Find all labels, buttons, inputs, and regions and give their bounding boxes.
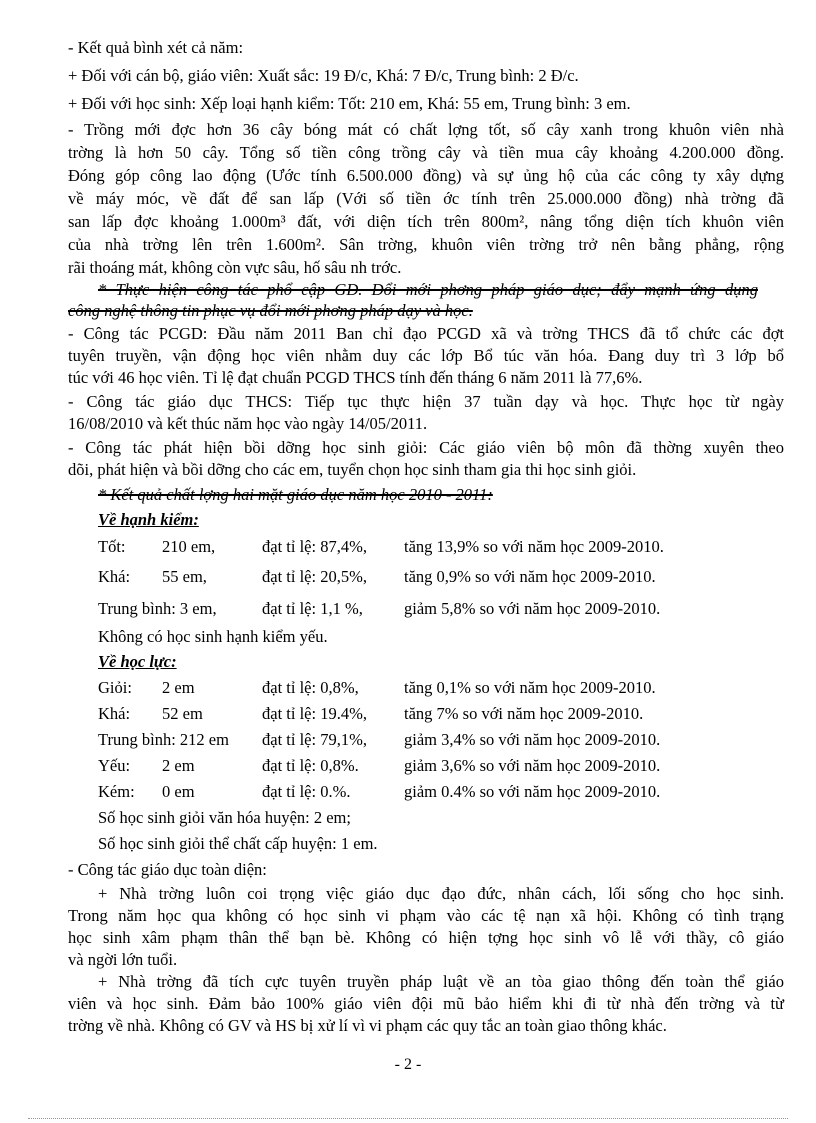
academic-row: [0, 781, 816, 803]
conduct-row: [0, 566, 816, 588]
conduct-row-rate: đạt tỉ lệ: 20,5%,: [262, 567, 367, 586]
conduct-row-rate: đạt tỉ lệ: 1,1 %,: [262, 599, 363, 618]
subheading-academic: Về học lực:: [98, 652, 177, 671]
paragraph-ethics-line: và ngời lớn tuổi.: [68, 950, 178, 969]
section-heading-pcgd: * Thực hiện công tác phổ cập GD. Đổi mới phơng pháp giáo dục; đẩy mạnh ứng dụng: [98, 280, 758, 299]
academic-row-count: 2 em: [162, 756, 195, 775]
academic-row-rate: đạt tỉ lệ: 19.4%,: [262, 704, 367, 723]
academic-row-rate: đạt tỉ lệ: 79,1%,: [262, 730, 367, 749]
paragraph-ethics-line: + Nhà trờng luôn coi trọng việc giáo dục đạo đức, nhân cách, lối sống cho học sinh.: [98, 884, 784, 903]
section-heading-quality: * Kết quả chất lợng hai mặt giáo dục năm học 2010 - 2011:: [98, 485, 493, 504]
conduct-row: [0, 536, 816, 558]
conduct-row-rate: đạt tỉ lệ: 87,4%,: [262, 537, 367, 556]
academic-row-change: tăng 7% so với năm học 2009-2010.: [404, 704, 644, 723]
academic-row-label: Yếu:: [98, 756, 131, 775]
gifted-physical-count: Số học sinh giỏi thể chất cấp huyện: 1 em.: [98, 834, 378, 853]
conduct-row-change: giảm 5,8% so với năm học 2009-2010.: [404, 599, 661, 618]
academic-row-label: Trung bình: 212 em: [98, 730, 229, 749]
page-number: - 2 -: [394, 1056, 422, 1073]
section-heading-pcgd: công nghệ thông tin phục vụ đổi mới phơng pháp dạy và học.: [68, 301, 473, 320]
paragraph-ethics-line: học sinh xâm phạm thân thể bạn bè. Không có hiện tợng học sinh vô lễ với thầy, cô giáo: [68, 928, 784, 947]
paragraph-thcs-line: 16/08/2010 và kết thúc năm học vào ngày 14/05/2011.: [68, 414, 428, 433]
paragraph-trees-line: - Trồng mới đợc hơn 36 cây bóng mát có chất lợng tốt, số cây xanh trong khuôn viên nhà: [68, 120, 784, 139]
conduct-row-change: tăng 0,9% so với năm học 2009-2010.: [404, 567, 656, 586]
paragraph-traffic-line: trờng về nhà. Không có GV và HS bị xử lí vì vi phạm các quy tắc an toàn giao thông khác.: [68, 1016, 667, 1035]
conduct-row-label: Tốt:: [98, 537, 126, 556]
paragraph-traffic-line: viên và học sinh. Đảm bảo 100% giáo viên đội mũ bảo hiểm khi đi từ nhà đến trờng và từ: [68, 994, 784, 1013]
paragraph-trees-line: rãi thoáng mát, không còn vực sâu, hố sâu nh trớc.: [68, 258, 402, 277]
paragraph-gifted-line: dõi, phát hiện và bồi dỡng cho các em, tuyển chọn học sinh tham gia thi học sinh giỏi.: [68, 460, 637, 479]
conduct-row-count: 210 em,: [162, 537, 216, 556]
paragraph-gifted-line: - Công tác phát hiện bồi dỡng học sinh giỏi: Các giáo viên bộ môn đã thờng xuyên theo: [68, 438, 784, 457]
conduct-row-label: Trung bình: 3 em,: [98, 599, 217, 618]
paragraph-pcgd-line: - Công tác PCGD: Đầu năm 2011 Ban chỉ đạo PCGD xã và trờng THCS đã tổ chức các đợt: [68, 324, 784, 343]
line-annual-evaluation: - Kết quả bình xét cả năm:: [68, 38, 244, 57]
academic-row-label: Khá:: [98, 704, 131, 723]
paragraph-trees-line: về máy móc, về đất để san lấp (Với số tiền ớc tính trên 25.000.000 đồng) nhà trờng đã: [68, 189, 784, 208]
paragraph-trees-line: của nhà trờng lên trên 1.600m². Sân trờng, khuôn viên trờng trở nên bằng phẳng, rộng: [68, 235, 784, 254]
academic-row-rate: đạt tỉ lệ: 0,8%.: [262, 756, 359, 775]
no-weak-conduct-note: Không có học sinh hạnh kiểm yếu.: [98, 627, 328, 646]
paragraph-comprehensive-heading: - Công tác giáo dục toàn diện:: [68, 860, 267, 879]
academic-row-count: 0 em: [162, 782, 195, 801]
gifted-culture-count: Số học sinh giỏi văn hóa huyện: 2 em;: [98, 808, 351, 827]
conduct-row-count: 55 em,: [162, 567, 207, 586]
academic-row-change: giảm 0.4% so với năm học 2009-2010.: [404, 782, 661, 801]
academic-row: [0, 677, 816, 699]
page-bottom-border: [28, 1118, 788, 1119]
paragraph-thcs-line: - Công tác giáo dục THCS: Tiếp tục thực hiện 37 tuần dạy và học. Thực học từ ngày: [68, 392, 784, 411]
conduct-row: [0, 598, 816, 620]
academic-row-rate: đạt tỉ lệ: 0.%.: [262, 782, 351, 801]
paragraph-pcgd-line: túc với 46 học viên. Tỉ lệ đạt chuẩn PCGD THCS tính đến tháng 6 năm 2011 là 77,6%.: [68, 368, 643, 387]
academic-row-rate: đạt tỉ lệ: 0,8%,: [262, 678, 359, 697]
subheading-conduct: Về hạnh kiểm:: [98, 510, 199, 529]
academic-row-count: 2 em: [162, 678, 195, 697]
paragraph-ethics-line: Trong năm học qua không có học sinh vi phạm vào các tệ nạn xã hội. Không có tình trạng: [68, 906, 784, 925]
conduct-row-change: tăng 13,9% so với năm học 2009-2010.: [404, 537, 664, 556]
conduct-row-label: Khá:: [98, 567, 131, 586]
paragraph-trees-line: san lấp đợc khoảng 1.000m³ đất, với diện tích trên 800m², nâng tổng diện tích khuôn viên: [68, 212, 784, 231]
academic-row-label: Giỏi:: [98, 678, 132, 697]
line-staff-results: + Đối với cán bộ, giáo viên: Xuất sắc: 19 Đ/c, Khá: 7 Đ/c, Trung bình: 2 Đ/c.: [68, 66, 579, 85]
academic-row: [0, 755, 816, 777]
academic-row: [0, 703, 816, 725]
academic-row-change: giảm 3,4% so với năm học 2009-2010.: [404, 730, 661, 749]
academic-row-change: giảm 3,6% so với năm học 2009-2010.: [404, 756, 661, 775]
academic-row-label: Kém:: [98, 782, 135, 801]
paragraph-trees-line: trờng là hơn 50 cây. Tổng số tiền công trồng cây và tiền mua cây khoảng 4.200.000 đồng.: [68, 143, 784, 162]
academic-row: [0, 729, 816, 751]
line-student-conduct-results: + Đối với học sinh: Xếp loại hạnh kiểm: Tốt: 210 em, Khá: 55 em, Trung bình: 3 em.: [68, 94, 631, 113]
paragraph-pcgd-line: tuyên truyền, vận động học viên nhằm duy các lớp Bổ túc văn hóa. Đang duy trì 3 lớp bổ: [68, 346, 784, 365]
paragraph-trees-line: Đóng góp công lao động (Ước tính 6.500.000 đồng) và sự ủng hộ của các công ty xây dựng: [68, 166, 784, 185]
paragraph-traffic-line: + Nhà trờng đã tích cực tuyên truyền pháp luật về an tòa giao thông đến toàn thể giáo: [98, 972, 784, 991]
academic-row-count: 52 em: [162, 704, 203, 723]
academic-row-change: tăng 0,1% so với năm học 2009-2010.: [404, 678, 656, 697]
